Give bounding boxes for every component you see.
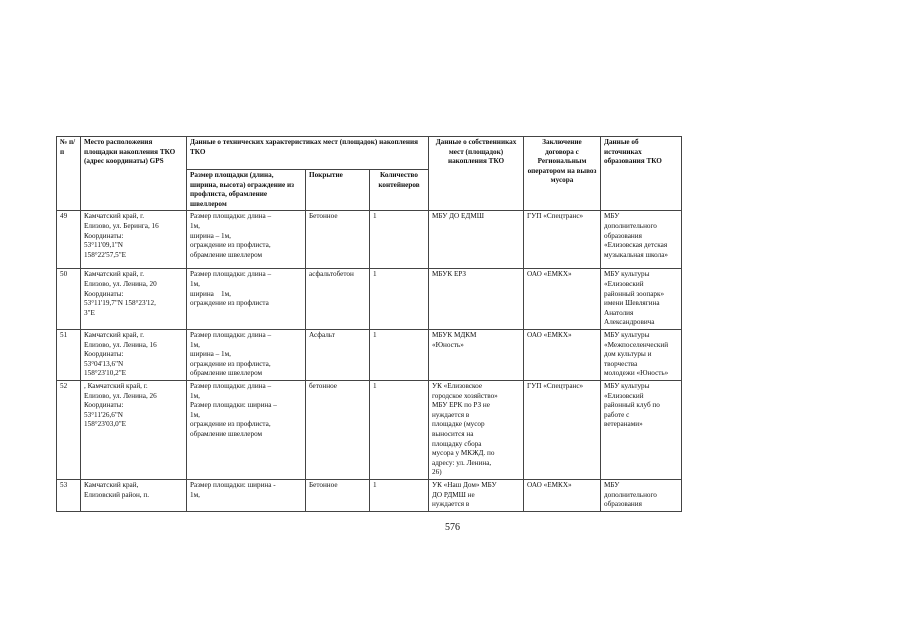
size-cell bbox=[187, 479, 306, 511]
location-cell-line: 53°04'13,6"N bbox=[84, 359, 124, 368]
location-cell-line: Камчатский край, г. bbox=[84, 270, 145, 279]
table-row bbox=[57, 380, 682, 479]
size-cell-line: Размер площадки: длина – bbox=[190, 381, 272, 390]
page-number: 576 bbox=[445, 522, 460, 533]
header-tech-characteristics: Данные о технических характеристиках мест (площадок) накопления ТКО bbox=[187, 137, 429, 170]
source-cell-line: МБУ культуры bbox=[604, 330, 650, 339]
owner-cell-line: УК «Елизовское bbox=[432, 381, 483, 390]
owner-cell bbox=[429, 211, 524, 269]
source-cell-line: МБУ культуры bbox=[604, 270, 650, 279]
size-cell-line: Размер площадки: ширина – bbox=[190, 401, 277, 410]
source-cell-line: «Елизовский bbox=[604, 279, 644, 288]
owner-cell-line: ДО РДМШ не bbox=[432, 490, 475, 499]
size-cell-line: обрамление швеллером bbox=[190, 369, 263, 378]
owner-cell-line: площадку сбора bbox=[432, 439, 482, 448]
header-number: № п/п bbox=[57, 137, 81, 211]
source-cell-line: имени Шевлягина bbox=[604, 299, 660, 308]
cover-cell: Асфальт bbox=[306, 329, 370, 380]
size-cell-line: 1м, bbox=[190, 490, 200, 499]
location-cell-line: Камчатский край, bbox=[84, 480, 139, 489]
container-count-cell: 1 bbox=[370, 479, 429, 511]
location-cell-line: Камчатский край, г. bbox=[84, 212, 145, 221]
source-cell bbox=[601, 380, 682, 479]
location-cell bbox=[81, 329, 187, 380]
size-cell-line: 1м, bbox=[190, 410, 200, 419]
header-cover: Покрытие bbox=[306, 170, 370, 211]
cover-cell: Бетонное bbox=[306, 479, 370, 511]
owner-cell-line: МБУ ЕРК по РЗ не bbox=[432, 401, 490, 410]
cover-cell: Бетонное bbox=[306, 211, 370, 269]
size-cell-line: обрамление швеллером bbox=[190, 250, 263, 259]
header-size: Размер площадки (длина, ширина, высота) ограждение из профлиста, обрамление швеллером bbox=[187, 170, 306, 211]
cover-cell: бетонное bbox=[306, 380, 370, 479]
size-cell-line: 1м, bbox=[190, 391, 200, 400]
source-cell bbox=[601, 211, 682, 269]
size-cell-line: ограждение из профлиста bbox=[190, 299, 269, 308]
container-count-cell: 1 bbox=[370, 211, 429, 269]
table-row bbox=[57, 269, 682, 330]
location-cell-line: , Камчатский край, г. bbox=[84, 381, 148, 390]
source-cell-line: МБУ bbox=[604, 212, 620, 221]
size-cell bbox=[187, 329, 306, 380]
location-cell bbox=[81, 380, 187, 479]
row-number: 50 bbox=[57, 269, 81, 330]
source-cell-line: образования bbox=[604, 500, 642, 509]
owner-cell-line: нуждается в bbox=[432, 500, 470, 509]
size-cell bbox=[187, 380, 306, 479]
owner-cell-line: мусора у МКЖД. по bbox=[432, 449, 495, 458]
location-cell bbox=[81, 479, 187, 511]
source-cell-line: районный зоопарк» bbox=[604, 289, 665, 298]
contract-cell: ОАО «ЕМКХ» bbox=[524, 479, 601, 511]
location-cell-line: Елизовский район, п. bbox=[84, 490, 150, 499]
location-cell-line: 53°11'26,6"N bbox=[84, 410, 123, 419]
source-cell-line: музыкальная школа» bbox=[604, 250, 668, 259]
owner-cell bbox=[429, 269, 524, 330]
row-number: 53 bbox=[57, 479, 81, 511]
size-cell-line: Размер площадки: длина – bbox=[190, 330, 272, 339]
location-cell-line: Координаты: bbox=[84, 350, 124, 359]
location-cell-line: 158°23'03,0"E bbox=[84, 420, 127, 429]
source-cell bbox=[601, 479, 682, 511]
location-cell-line: Елизово, ул. Ленина, 16 bbox=[84, 340, 157, 349]
source-cell-line: работе с bbox=[604, 410, 630, 419]
table-body bbox=[57, 211, 682, 511]
table-row bbox=[57, 211, 682, 269]
source-cell-line: районный клуб по bbox=[604, 401, 660, 410]
source-cell bbox=[601, 269, 682, 330]
size-cell-line: 1м, bbox=[190, 221, 200, 230]
source-cell-line: «Елизовская детская bbox=[604, 241, 668, 250]
location-cell-line: 3"E bbox=[84, 308, 95, 317]
size-cell-line: ограждение из профлиста, bbox=[190, 420, 271, 429]
owner-cell-line: адресу: ул. Ленина, bbox=[432, 458, 492, 467]
contract-cell: ГУП «Спецтранс» bbox=[524, 211, 601, 269]
header-count: Количество контейнеров bbox=[370, 170, 429, 211]
owner-cell-line: 26) bbox=[432, 468, 442, 477]
source-cell-line: «Межпоселенческий bbox=[604, 340, 669, 349]
owner-cell-line: МБУ ДО ЕДМШ bbox=[432, 212, 484, 221]
size-cell-line: 1м, bbox=[190, 340, 200, 349]
contract-cell: ОАО «ЕМКХ» bbox=[524, 269, 601, 330]
owner-cell-line: МБУК ЕРЗ bbox=[432, 270, 467, 279]
location-cell-line: Координаты: bbox=[84, 289, 124, 298]
owner-cell bbox=[429, 380, 524, 479]
location-cell-line: Елизово, ул. Ленина, 26 bbox=[84, 391, 157, 400]
contract-cell: ОАО «ЕМКХ» bbox=[524, 329, 601, 380]
header-owners: Данные о собственниках мест (площадок) накопления ТКО bbox=[429, 137, 524, 211]
source-cell-line: дополнительного bbox=[604, 490, 657, 499]
owner-cell-line: нуждается в bbox=[432, 410, 470, 419]
size-cell-line: Размер площадки: длина – bbox=[190, 270, 272, 279]
location-cell-line: 158°22'57,5"E bbox=[84, 250, 127, 259]
row-number: 51 bbox=[57, 329, 81, 380]
row-number: 49 bbox=[57, 211, 81, 269]
source-cell-line: ветеранами» bbox=[604, 420, 643, 429]
size-cell-line: ограждение из профлиста, bbox=[190, 359, 271, 368]
header-sources: Данные об источниках образования ТКО bbox=[601, 137, 682, 211]
location-cell-line: Координаты: bbox=[84, 231, 124, 240]
row-number: 52 bbox=[57, 380, 81, 479]
table-row bbox=[57, 329, 682, 380]
header-location: Место расположения площадки накопления ТКО (адрес координаты) GPS bbox=[81, 137, 187, 211]
location-cell-line: Елизово, ул. Беринга, 16 bbox=[84, 221, 159, 230]
source-cell-line: образования bbox=[604, 231, 642, 240]
location-cell bbox=[81, 269, 187, 330]
location-cell-line: Камчатский край, г. bbox=[84, 330, 145, 339]
container-count-cell: 1 bbox=[370, 380, 429, 479]
container-count-cell: 1 bbox=[370, 269, 429, 330]
location-cell-line: 158°23'10,2"E bbox=[84, 369, 127, 378]
source-cell-line: творчества bbox=[604, 359, 638, 368]
owner-cell-line: «Юность» bbox=[432, 340, 464, 349]
location-cell-line: 53°11'19,7"N 158°23'12, bbox=[84, 299, 156, 308]
size-cell-line: Размер площадки: ширина - bbox=[190, 480, 276, 489]
size-cell-line: ширина – 1м, bbox=[190, 350, 231, 359]
contract-cell: ГУП «Спецтранс» bbox=[524, 380, 601, 479]
owner-cell bbox=[429, 479, 524, 511]
size-cell-line: обрамление швеллером bbox=[190, 429, 263, 438]
source-cell-line: Анатолия bbox=[604, 308, 634, 317]
size-cell-line: ширина 1м, bbox=[190, 289, 231, 298]
location-cell-line: Координаты: bbox=[84, 401, 124, 410]
size-cell-line: Размер площадки: длина – bbox=[190, 212, 272, 221]
tko-sites-table bbox=[56, 136, 682, 512]
location-cell bbox=[81, 211, 187, 269]
size-cell-line: 1м, bbox=[190, 279, 200, 288]
source-cell-line: дополнительного bbox=[604, 221, 657, 230]
table-row bbox=[57, 479, 682, 511]
cover-cell: асфальтобетон bbox=[306, 269, 370, 330]
header-contract: Заключение договора с Региональным оператором на вывоз мусора bbox=[524, 137, 601, 211]
owner-cell-line: УК «Наш Дом» МБУ bbox=[432, 480, 497, 489]
owner-cell-line: выносится на bbox=[432, 429, 474, 438]
size-cell bbox=[187, 269, 306, 330]
source-cell-line: МБУ культуры bbox=[604, 381, 650, 390]
table-header-row bbox=[57, 137, 682, 170]
source-cell-line: молодежи «Юность» bbox=[604, 369, 669, 378]
source-cell-line: «Елизовский bbox=[604, 391, 644, 400]
owner-cell-line: площадке (мусор bbox=[432, 420, 485, 429]
location-cell-line: 53°11'09,1"N bbox=[84, 241, 123, 250]
owner-cell-line: МБУК МДКМ bbox=[432, 330, 477, 339]
location-cell-line: Елизово, ул. Ленина, 20 bbox=[84, 279, 157, 288]
owner-cell-line: городское хозяйство» bbox=[432, 391, 498, 400]
container-count-cell: 1 bbox=[370, 329, 429, 380]
size-cell-line: ограждение из профлиста, bbox=[190, 241, 271, 250]
source-cell-line: Александровича bbox=[604, 318, 655, 327]
source-cell bbox=[601, 329, 682, 380]
size-cell-line: ширина – 1м, bbox=[190, 231, 231, 240]
owner-cell bbox=[429, 329, 524, 380]
size-cell bbox=[187, 211, 306, 269]
source-cell-line: дом культуры и bbox=[604, 350, 652, 359]
source-cell-line: МБУ bbox=[604, 480, 620, 489]
